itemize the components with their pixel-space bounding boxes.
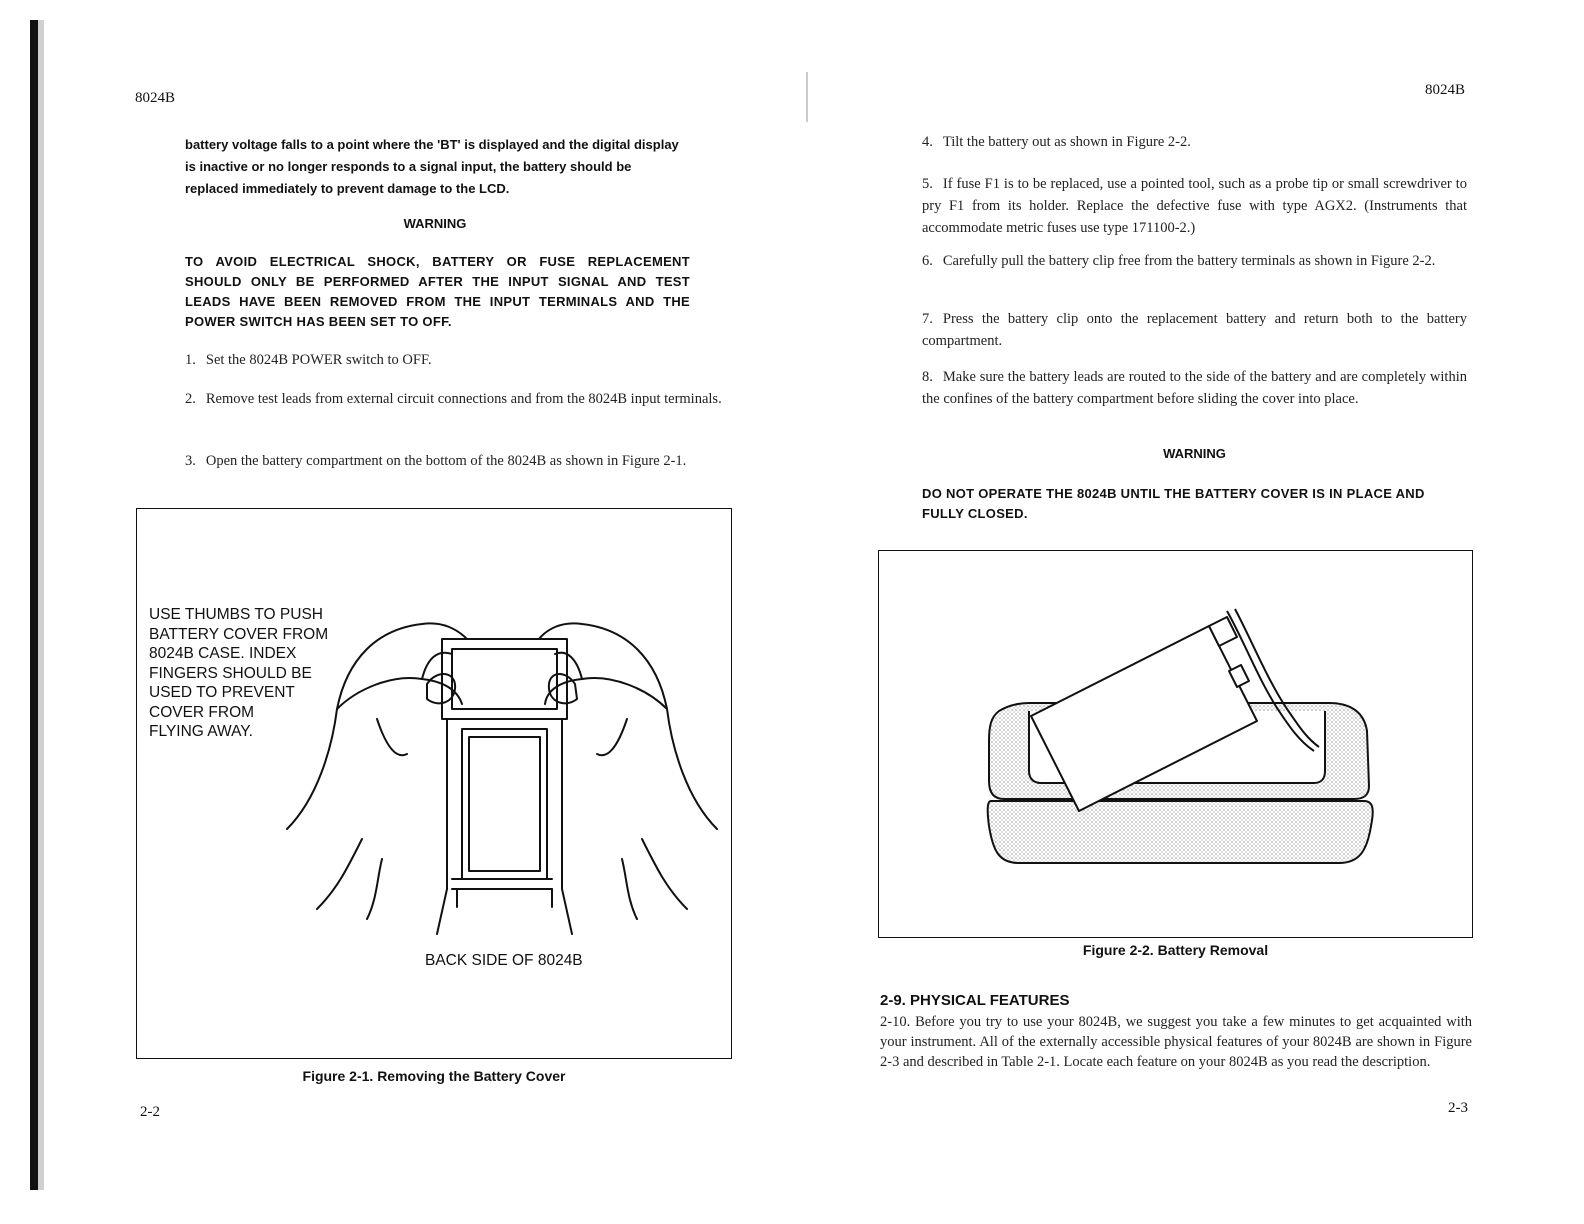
callout-line: USE THUMBS TO PUSH <box>149 606 323 623</box>
step-6-text: Carefully pull the battery clip free from the battery terminals as shown in Figure 2-2. <box>942 253 1436 269</box>
step-1-text: Set the 8024B POWER switch to OFF. <box>205 352 432 368</box>
callout-line: BATTERY COVER FROM <box>149 625 329 643</box>
page-binding-edge <box>30 20 38 1190</box>
figure-2-2-caption: Figure 2-2. Battery Removal <box>1082 942 1269 958</box>
left-page-number: 2-2 <box>140 1104 160 1120</box>
step-8-number: 8. <box>922 369 933 385</box>
step-4-number: 4. <box>922 134 933 150</box>
step-8 <box>922 366 1467 410</box>
step-8-text: Make sure the battery leads are routed to the side of the battery and are completely within the confines of the battery compartment before sliding the cover into place. <box>922 369 1467 407</box>
step-7-text: Press the battery clip onto the replacement battery and return both to the battery compartment. <box>922 311 1467 349</box>
section-paragraph <box>880 1012 1472 1072</box>
hands-removing-cover-illustration <box>277 589 727 969</box>
callout-line: COVER FROM <box>149 703 255 721</box>
figure-2-1-bottom-label: BACK SIDE OF 8024B <box>425 952 583 969</box>
left-warning-text: TO AVOID ELECTRICAL SHOCK, BATTERY OR FUSE REPLACEMENT SHOULD ONLY BE PERFORMED AFTER THE INPUT SIGNAL AND TEST LEADS HAVE BEEN REMOVED FROM THE INPUT TERMINALS AND THE POWER SWITCH HAS BEEN SET TO OFF. <box>185 254 690 329</box>
right-warning-text: DO NOT OPERATE THE 8024B UNTIL THE BATTERY COVER IS IN PLACE AND FULLY CLOSED. <box>922 486 1425 521</box>
step-2 <box>185 388 735 410</box>
page-binding-shadow <box>38 20 44 1190</box>
step-2-text: Remove test leads from external circuit connections and from the 8024B input terminals. <box>205 391 722 407</box>
figure-2-2 <box>878 550 1473 938</box>
step-5 <box>922 173 1467 239</box>
figure-2-1-caption: Figure 2-1. Removing the Battery Cover <box>302 1068 566 1084</box>
gutter-mark <box>806 72 808 122</box>
step-3 <box>185 450 735 472</box>
step-2-number: 2. <box>185 391 196 407</box>
callout-line: USED TO PREVENT <box>149 684 295 701</box>
left-warning-title: WARNING <box>403 216 467 231</box>
step-6 <box>922 250 1467 272</box>
right-warning-title: WARNING <box>1163 446 1226 461</box>
right-page-header: 8024B <box>1425 82 1466 98</box>
callout-line: FLYING AWAY. <box>149 723 253 740</box>
battery-removal-illustration <box>979 601 1379 881</box>
callout-line: FINGERS SHOULD BE <box>149 664 312 682</box>
step-6-number: 6. <box>922 253 933 269</box>
callout-line: 8024B CASE. INDEX <box>149 645 297 662</box>
step-5-number: 5. <box>922 176 933 192</box>
section-paragraph-number: 2-10. <box>880 1014 911 1030</box>
figure-2-1 <box>136 508 732 1059</box>
step-7 <box>922 308 1467 352</box>
step-7-number: 7. <box>922 311 933 327</box>
step-3-number: 3. <box>185 453 196 469</box>
step-4 <box>922 131 1472 153</box>
step-5-text: If fuse F1 is to be replaced, use a pointed tool, such as a probe tip or small screwdriver to pry F1 from its holder. Replace the defective fuse with type AGX2. (Instruments that accommodate metric fuses use type 171100-2.) <box>922 176 1467 236</box>
left-page-header: 8024B <box>135 90 176 106</box>
section-title-physical-features: 2-9. PHYSICAL FEATURES <box>880 992 1070 1009</box>
left-intro-paragraph: battery voltage falls to a point where the 'BT' is displayed and the digital display is inactive or no longer responds to a signal input, the battery should be replaced immediately to prevent damage to the LCD. <box>185 137 679 196</box>
step-1-number: 1. <box>185 352 196 368</box>
section-paragraph-text: Before you try to use your 8024B, we suggest you take a few minutes to get acquainted with your instrument. All of the externally accessible physical features of your 8024B are shown in Figure 2-3 and described in Table 2-1. Locate each feature on your 8024B as you read the description. <box>880 1014 1472 1070</box>
step-4-text: Tilt the battery out as shown in Figure 2-2. <box>942 134 1191 150</box>
right-page-number: 2-3 <box>1448 1100 1468 1116</box>
step-1 <box>185 349 735 371</box>
step-3-text: Open the battery compartment on the bottom of the 8024B as shown in Figure 2-1. <box>205 453 687 469</box>
